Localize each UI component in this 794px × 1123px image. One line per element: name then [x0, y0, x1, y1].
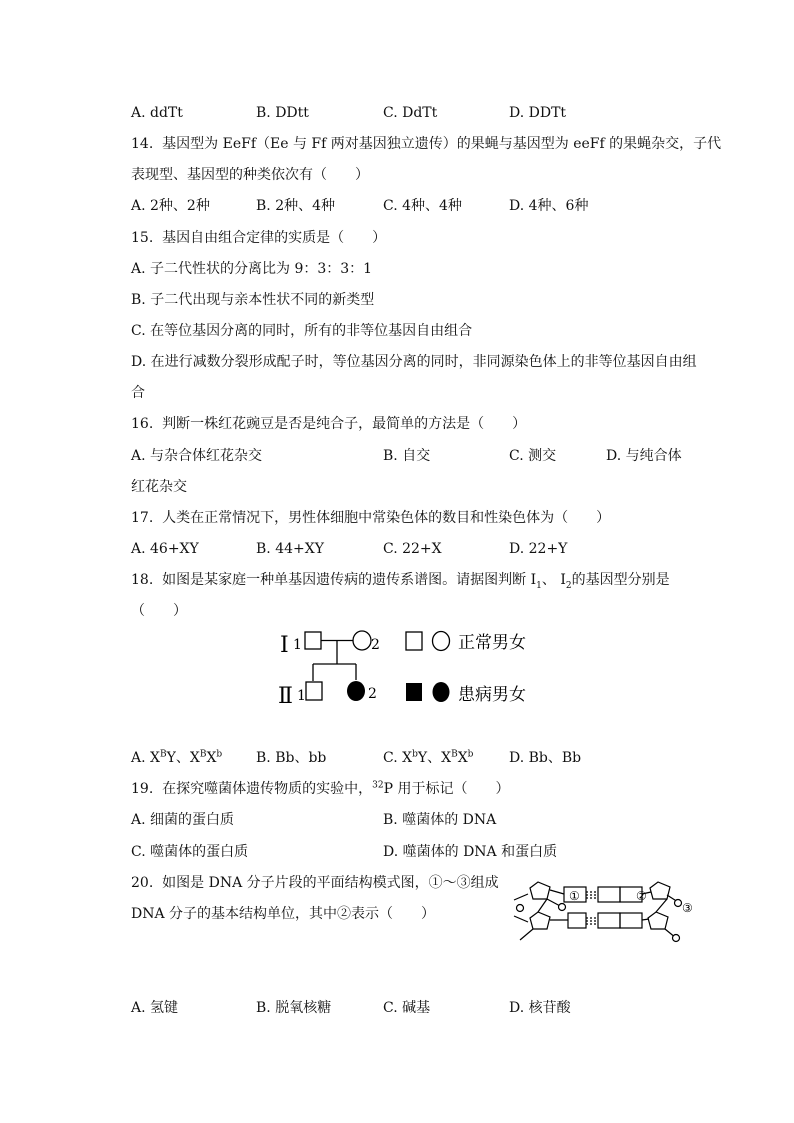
q17-option-d: D. 22+Y	[509, 541, 568, 557]
legend-male-affected	[406, 683, 422, 701]
q19-option-c: C. 噬菌体的蛋白质	[131, 844, 249, 860]
gen1-female-normal	[353, 631, 371, 650]
label-2: ②	[636, 889, 647, 903]
q17-option-a: A. 46+XY	[131, 541, 199, 557]
q19-option-d: D. 噬菌体的 DNA 和蛋白质	[383, 844, 558, 860]
q16-option-c: C. 测交	[509, 448, 557, 464]
q14-option-a: A. 2种、2种	[131, 198, 210, 214]
q19-option-b: B. 噬菌体的 DNA	[383, 812, 497, 828]
q20-option-b: B. 脱氧核糖	[256, 1000, 332, 1016]
gen1-num-1: 1	[293, 637, 302, 653]
q17-option-c: C. 22+X	[383, 541, 442, 557]
q15-option-d-line1: D. 在进行减数分裂形成配子时，等位基因分离的同时，非同源染色体上的非等位基因自由组	[131, 354, 697, 370]
q14-option-b: B. 2种、4种	[256, 198, 336, 214]
q20-stem-line1: 20. 如图是 DNA 分子片段的平面结构模式图，①～③组成	[131, 875, 499, 891]
q15-option-a: A. 子二代性状的分离比为 9：3：3：1	[131, 261, 373, 277]
q20-stem-line2: DNA 分子的基本结构单位，其中②表示（ ）	[131, 906, 436, 922]
q16-option-d: D. 与纯合体	[606, 448, 682, 464]
q13-option-d: D. DDTt	[509, 105, 567, 121]
q20-option-c: C. 碱基	[383, 1000, 431, 1016]
legend-normal-label: 正常男女	[458, 633, 526, 653]
q17-option-b: B. 44+XY	[256, 541, 324, 557]
legend-female-normal	[433, 632, 450, 651]
q19-option-a: A. 细菌的蛋白质	[131, 812, 235, 828]
q18-option-d: D. Bb、Bb	[509, 750, 582, 766]
q13-option-b: B. DDtt	[256, 105, 309, 121]
gen2-num-1: 1	[297, 688, 306, 704]
q13-option-a: A. ddTt	[131, 105, 183, 121]
q17-stem: 17. 人类在正常情况下，男性体细胞中常染色体的数目和性染色体为（ ）	[131, 510, 611, 526]
gen2-male-normal	[306, 682, 322, 700]
q16-option-d-cont: 红花杂交	[131, 479, 187, 495]
q20-option-a: A. 氢键	[131, 1000, 179, 1016]
q18-option-b: B. Bb、bb	[256, 750, 327, 766]
phosphate-3	[517, 905, 524, 912]
q13-option-c: C. DdTt	[383, 105, 438, 121]
q20-option-d: D. 核苷酸	[509, 1000, 571, 1016]
q14-stem-line1: 14. 基因型为 EeFf（Ee 与 Ff 两对基因独立遗传）的果蝇与基因型为 eeFf 的果蝇杂交，子代	[131, 136, 722, 152]
q18-option-a: A. $X^BY$、$X^BX^b$	[131, 749, 223, 766]
gen1-male-normal	[305, 632, 321, 649]
label-3: ③	[682, 901, 693, 915]
q15-option-d-line2: 合	[131, 385, 145, 401]
q18-stem: 18. 如图是某家庭一种单基因遗传病的遗传系谱图。请据图判断 $Ⅰ_1$、 $Ⅰ_2$的基因型分别是	[131, 572, 670, 591]
legend-male-normal	[406, 632, 422, 650]
phosphate-1	[559, 904, 566, 911]
gen2-female-affected	[347, 681, 365, 701]
generation-2-label: Ⅱ	[278, 684, 293, 709]
q15-stem: 15. 基因自由组合定律的实质是（ ）	[131, 230, 387, 246]
q15-option-c: C. 在等位基因分离的同时，所有的非等位基因自由组合	[131, 323, 473, 339]
legend-affected-label: 患病男女	[458, 685, 526, 705]
q14-stem-line2: 表现型、基因型的种类依次有（ ）	[131, 167, 369, 183]
q18-stem-line2: （ ）	[131, 603, 187, 619]
gen1-num-2: 2	[371, 637, 380, 653]
q15-option-b: B. 子二代出现与亲本性状不同的新类型	[131, 292, 375, 308]
q16-option-a: A. 与杂合体红花杂交	[131, 448, 263, 464]
label-1: ①	[569, 889, 580, 903]
generation-1-label: Ⅰ	[280, 633, 289, 658]
q19-stem: 19. 在探究噬菌体遗传物质的实验中，$^{32}$P 用于标记（ ）	[131, 780, 510, 797]
q16-stem: 16. 判断一株红花豌豆是否是纯合子，最简单的方法是（ ）	[131, 416, 527, 432]
q14-option-d: D. 4种、6种	[509, 198, 589, 214]
legend-female-affected	[433, 682, 450, 702]
q16-option-b: B. 自交	[383, 448, 431, 464]
gen2-num-2: 2	[368, 686, 377, 702]
dna-structure-diagram	[506, 872, 696, 952]
q18-option-c: C. $X^bY$、$X^BX^b$	[383, 749, 474, 766]
q14-option-c: C. 4种、4种	[383, 198, 462, 214]
phosphate-2	[675, 900, 682, 907]
pedigree-chart	[270, 620, 570, 720]
phosphate-4	[673, 935, 680, 942]
